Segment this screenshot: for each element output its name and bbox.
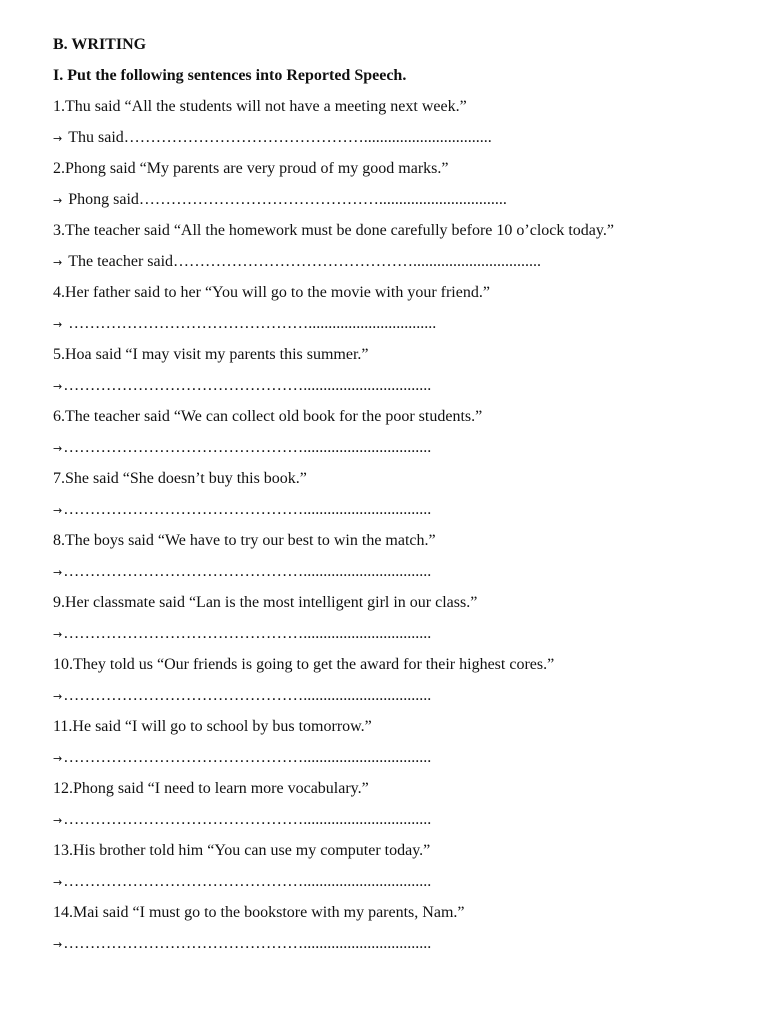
answer-blank-12: ………………………………………................................	[63, 811, 432, 828]
instruction-heading: I. Put the following sentences into Reported Speech.	[53, 67, 407, 84]
question-14: 14.Mai said “I must go to the bookstore with my parents, Nam.”	[53, 904, 465, 921]
arrow-right-icon: →	[53, 380, 63, 393]
answer-line-5[interactable]	[53, 376, 753, 396]
answer-line-2[interactable]	[53, 190, 753, 210]
answer-line-8[interactable]	[53, 562, 753, 582]
answer-line-14[interactable]	[53, 934, 753, 954]
answer-blank-14: ………………………………………................................	[63, 935, 432, 952]
answer-blank-2: Phong said………………………………………................................	[68, 191, 507, 208]
arrow-right-icon: →	[53, 132, 63, 145]
answer-blank-9: ………………………………………................................	[63, 625, 432, 642]
answer-line-11[interactable]	[53, 748, 753, 768]
arrow-right-icon: →	[53, 938, 63, 951]
answer-blank-5: ………………………………………................................	[63, 377, 432, 394]
answer-line-10[interactable]	[53, 686, 753, 706]
question-8: 8.The boys said “We have to try our best to win the match.”	[53, 532, 436, 549]
answer-blank-3: The teacher said………………………………………................................	[68, 253, 542, 270]
question-7: 7.She said “She doesn’t buy this book.”	[53, 470, 307, 487]
question-9: 9.Her classmate said “Lan is the most intelligent girl in our class.”	[53, 594, 478, 611]
answer-blank-4: ………………………………………................................	[68, 315, 437, 332]
arrow-right-icon: →	[53, 752, 63, 765]
question-1: 1.Thu said “All the students will not have a meeting next week.”	[53, 98, 467, 115]
answer-line-13[interactable]	[53, 872, 753, 892]
question-2: 2.Phong said “My parents are very proud of my good marks.”	[53, 160, 449, 177]
answer-line-9[interactable]	[53, 624, 753, 644]
arrow-right-icon: →	[53, 814, 63, 827]
answer-blank-13: ………………………………………................................	[63, 873, 432, 890]
arrow-right-icon: →	[53, 442, 63, 455]
section-title: B. WRITING	[53, 36, 147, 53]
answer-blank-10: ………………………………………................................	[63, 687, 432, 704]
arrow-right-icon: →	[53, 256, 63, 269]
question-6: 6.The teacher said “We can collect old book for the poor students.”	[53, 408, 483, 425]
question-3: 3.The teacher said “All the homework must be done carefully before 10 o’clock today.”	[53, 222, 614, 239]
arrow-right-icon: →	[53, 628, 63, 641]
answer-blank-8: ………………………………………................................	[63, 563, 432, 580]
answer-blank-6: ………………………………………................................	[63, 439, 432, 456]
question-12: 12.Phong said “I need to learn more vocabulary.”	[53, 780, 369, 797]
arrow-right-icon: →	[53, 194, 63, 207]
question-10: 10.They told us “Our friends is going to get the award for their highest cores.”	[53, 656, 555, 673]
question-5: 5.Hoa said “I may visit my parents this summer.”	[53, 346, 369, 363]
answer-line-12[interactable]	[53, 810, 753, 830]
answer-line-6[interactable]	[53, 438, 753, 458]
worksheet-page	[53, 35, 753, 965]
answer-blank-7: ………………………………………................................	[63, 501, 432, 518]
arrow-right-icon: →	[53, 318, 63, 331]
question-13: 13.His brother told him “You can use my computer today.”	[53, 842, 431, 859]
answer-line-3[interactable]	[53, 252, 753, 272]
arrow-right-icon: →	[53, 566, 63, 579]
arrow-right-icon: →	[53, 876, 63, 889]
answer-line-4[interactable]	[53, 314, 753, 334]
answer-blank-1: Thu said………………………………………................................	[68, 129, 492, 146]
question-4: 4.Her father said to her “You will go to the movie with your friend.”	[53, 284, 490, 301]
arrow-right-icon: →	[53, 504, 63, 517]
arrow-right-icon: →	[53, 690, 63, 703]
answer-blank-11: ………………………………………................................	[63, 749, 432, 766]
answer-line-7[interactable]	[53, 500, 753, 520]
answer-line-1[interactable]	[53, 128, 753, 148]
question-11: 11.He said “I will go to school by bus tomorrow.”	[53, 718, 372, 735]
